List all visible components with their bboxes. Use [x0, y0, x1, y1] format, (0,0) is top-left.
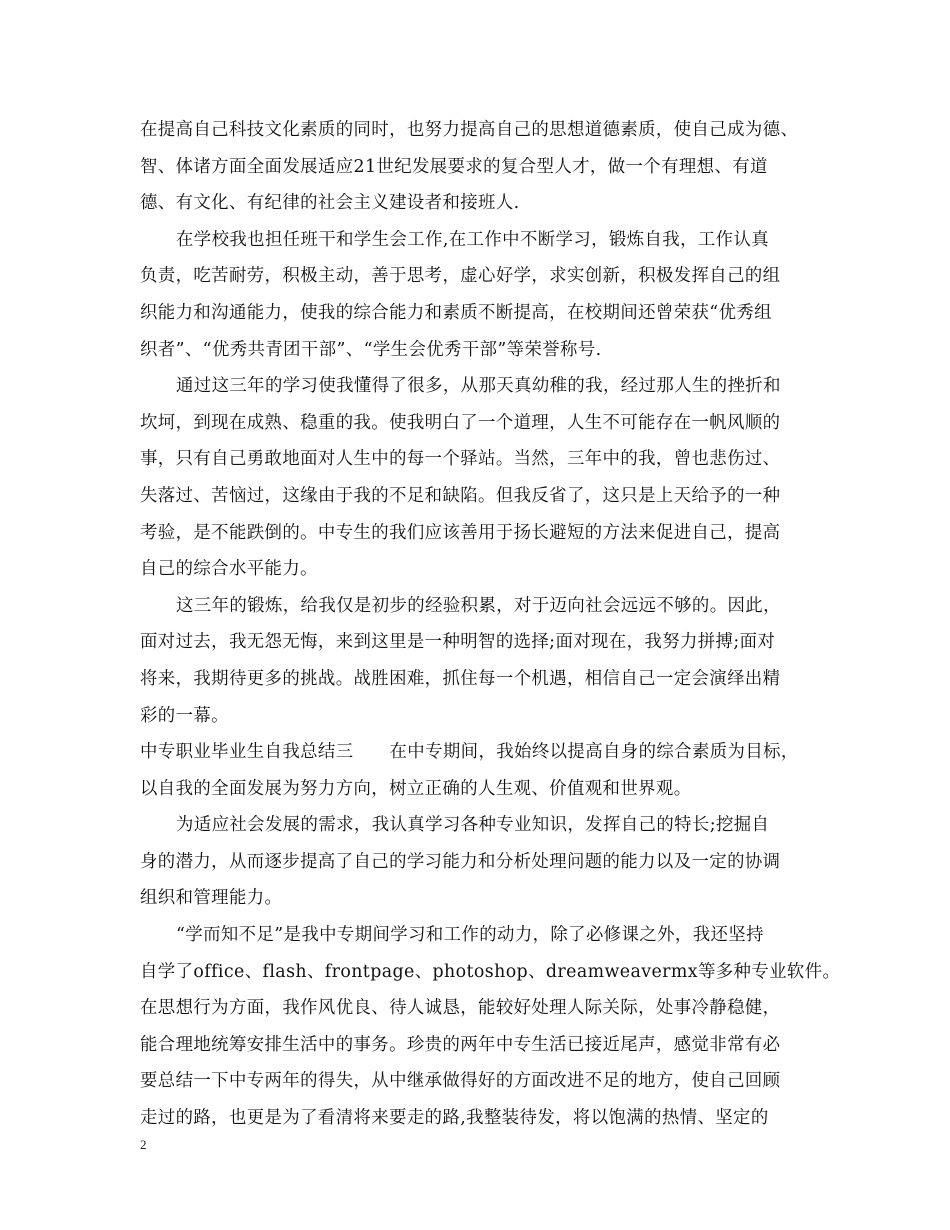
text-line: 为适应社会发展的需求，我认真学习各种专业知识，发挥自己的特长;挖掘自 — [176, 815, 770, 836]
text-line: 德、有文化、有纪律的社会主义建设者和接班人. — [140, 193, 520, 214]
text-line: 考验，是不能跌倒的。中专生的我们应该善用于扬长避短的方法来促进自己，提高 — [140, 522, 781, 543]
text-line: 彩的一幕。 — [140, 705, 229, 726]
text-line: 在思想行为方面，我作风优良、待人诚恳，能较好处理人际关际，处事冷静稳健， — [140, 998, 781, 1019]
text-line: 组织和管理能力。 — [140, 888, 283, 909]
text-line: 在提高自己科技文化素质的同时，也努力提高自己的思想道德素质，使自己成为德、 — [140, 120, 799, 140]
text-line: 身的潜力，从而逐步提高了自己的学习能力和分析处理问题的能力以及一定的协调 — [140, 851, 781, 872]
text-line: 在学校我也担任班干和学生会工作,在工作中不断学习，锻炼自我，工作认真 — [176, 229, 770, 250]
text-line: 负责，吃苦耐劳，积极主动，善于思考，虚心好学，求实创新，积极发挥自己的组 — [140, 266, 781, 287]
text-line: 智、体诸方面全面发展适应21世纪发展要求的复合型人才，做一个有理想、有道 — [140, 156, 768, 177]
section-heading-line — [140, 734, 830, 771]
text-line: 事，只有自己勇敢地面对人生中的每一个驿站。当然，三年中的我，曾也悲伤过、 — [140, 449, 781, 470]
text-line: 以自我的全面发展为努力方向，树立正确的人生观、价值观和世界观。 — [140, 778, 692, 799]
text-line: 自己的综合水平能力。 — [140, 559, 318, 580]
text-line: “学而知不足”是我中专期间学习和工作的动力，除了必修课之外，我还坚持 — [176, 925, 764, 946]
text-line: 自学了office、flash、frontpage、photoshop、dreamweavermx等多种专业软件。 — [140, 961, 841, 982]
body-text — [140, 112, 841, 1137]
text-line: 要总结一下中专两年的得失，从中继承做得好的方面改进不足的地方，使自己回顾 — [140, 1071, 781, 1092]
section-heading: 中专职业毕业生自我总结三 — [140, 742, 354, 763]
text-line: 织者”、“优秀共青团干部”、“学生会优秀干部”等荣誉称号. — [140, 339, 602, 360]
text-line: 将来，我期待更多的挑战。战胜困难，抓住每一个机遇，相信自己一定会演绎出精 — [140, 668, 781, 689]
text-line: 坎坷，到现在成熟、稳重的我。使我明白了一个道理，人生不可能存在一帆风顺的 — [140, 412, 781, 433]
text-line: 织能力和沟通能力，使我的综合能力和素质不断提高，在校期间还曾荣获“优秀组 — [140, 302, 772, 323]
text-line: 面对过去，我无怨无悔，来到这里是一种明智的选择;面对现在，我努力拼搏;面对 — [140, 632, 776, 653]
text-line: 能合理地统筹安排生活中的事务。珍贵的两年中专生活已接近尾声，感觉非常有必 — [140, 1034, 781, 1055]
text-line: 通过这三年的学习使我懂得了很多，从那天真幼稚的我，经过那人生的挫折和 — [176, 376, 781, 397]
section-intro-text: 在中专期间，我始终以提高自身的综合素质为目标， — [389, 742, 799, 763]
page-number: 2 — [140, 1137, 147, 1152]
text-line: 这三年的锻炼，给我仅是初步的经验积累，对于迈向社会远远不够的。因此， — [176, 595, 781, 616]
text-line: 失落过、苦恼过，这缘由于我的不足和缺陷。但我反省了，这只是上天给予的一种 — [140, 485, 781, 506]
text-line: 走过的路，也更是为了看清将来要走的路,我整装待发，将以饱满的热情、坚定的 — [140, 1108, 769, 1129]
